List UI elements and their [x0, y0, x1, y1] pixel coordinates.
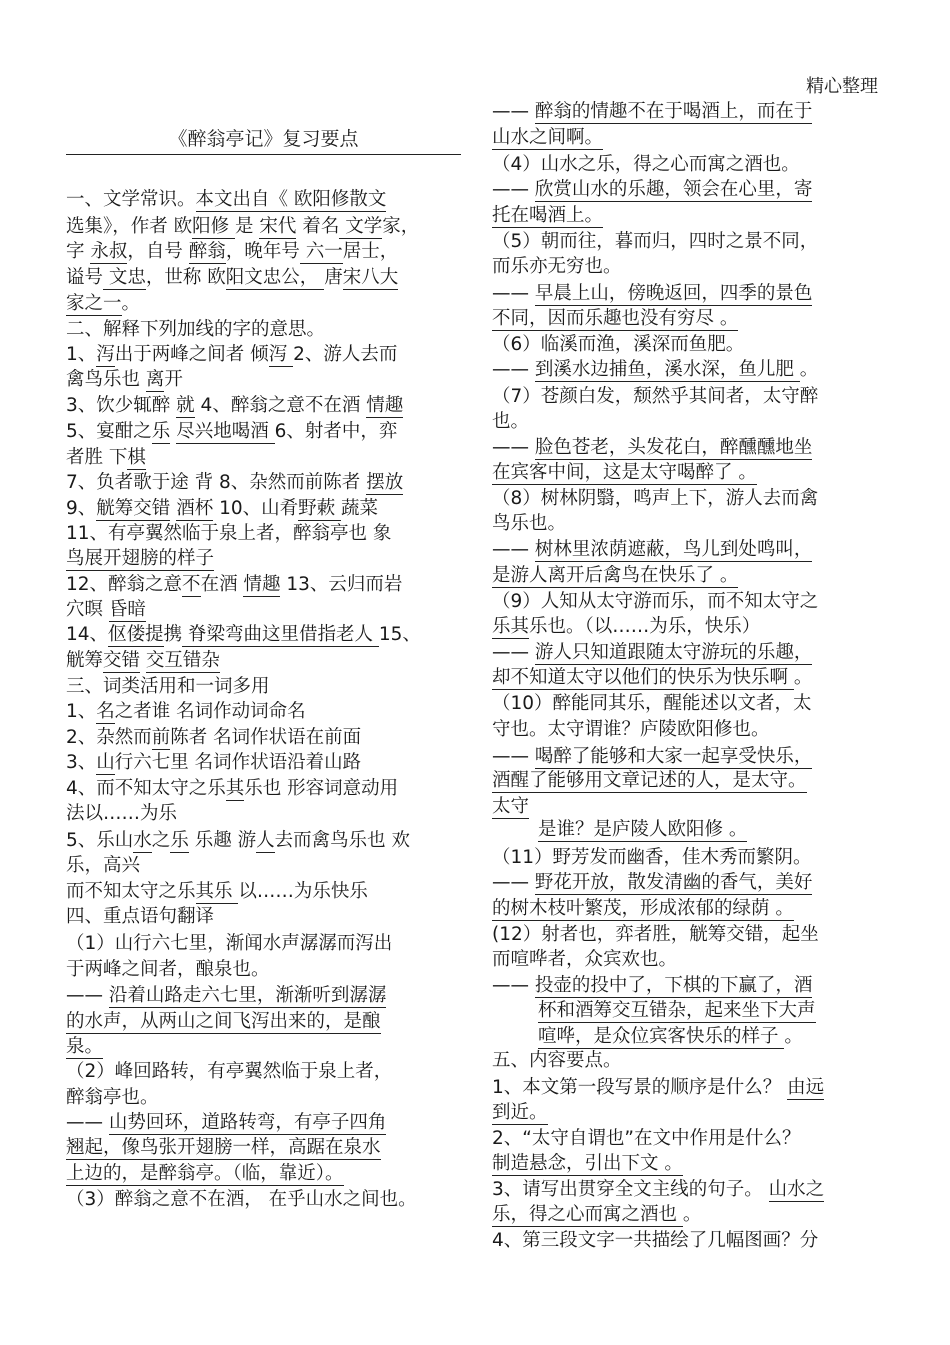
left_lines-text-line: 翘起，像鸟张开翅膀一样，高踞在泉水 [66, 1137, 381, 1158]
left_lines-text-line: 者胜 下棋 [66, 447, 146, 468]
right_lines-text-line: （9）人知从太守游而乐，而不知太守之 [492, 591, 819, 612]
right_lines-text-line: 的树木枝叶繁茂，形成浓郁的绿荫 。 [492, 898, 794, 919]
left_lines-text-line: 1、名之者谁 名词作动词命名 [66, 701, 306, 722]
right_lines-text-line: （8）树林阴翳，鸣声上下，游人去而禽 [492, 488, 819, 509]
right_lines-text-line: 制造悬念，引出下文 。 [492, 1153, 683, 1174]
right_lines-text-line: —— 脸色苍老，头发花白，醉醺醺地坐 [492, 437, 813, 458]
right_lines-text-line: （4）山水之乐，得之心而寓之酒也。 [492, 154, 800, 175]
left_lines-text-line: （2）峰回路转，有亭翼然临于泉上者， [66, 1061, 393, 1082]
right_lines-text-line: 而喧哗者，众宾欢也。 [492, 949, 678, 970]
page-header-label: 精心整理 [806, 76, 878, 97]
right_lines-text-line: 是谁？是庐陵人欧阳修 。 [538, 819, 748, 840]
right_lines-text-line: —— 醉翁的情趣不在于喝酒上，而在于 [492, 101, 813, 122]
left_lines-text-line: 选集》，作者 欧阳修 是 宋代 着名 文学家， [66, 216, 420, 237]
left_lines-text-line: 2、杂然而前陈者 名词作状语在前面 [66, 727, 362, 748]
right_lines-text-line: —— 到溪水边捕鱼，溪水深，鱼儿肥 。 [492, 359, 819, 380]
right_lines-text-line: —— 游人只知道跟随太守游玩的乐趣， [492, 642, 813, 663]
left_lines-text-line: 二、解释下列加线的字的意思。 [66, 319, 326, 340]
left_lines-text-line: 7、负者歌于途 背 8、杂然而前陈者 摆放 [66, 472, 404, 493]
left_lines-text-line: 一、文学常识。本文出自《 欧阳修散文 [66, 189, 387, 210]
right_lines-text-line: 山水之间啊。 [492, 127, 604, 148]
right_lines-text-line: （6）临溪而渔，溪深而鱼肥。 [492, 334, 745, 355]
right_lines-text-line: 五、内容要点。 [492, 1050, 622, 1071]
right_lines-text-line: 托在喝酒上。 [492, 205, 604, 226]
right_lines-text-line: 鸟乐也。 [492, 513, 567, 534]
right_lines-text-line: 喧哗，是众位宾客快乐的样子 。 [538, 1026, 803, 1047]
left_lines-text-line: 三、词类活用和一词多用 [66, 676, 270, 697]
right_lines-text-line: 杯和酒筹交互错杂，起来坐下大声 [538, 1000, 816, 1021]
left_lines-text-line: 谥号 文忠，世称 欧阳文忠公， 唐宋八大 [66, 267, 399, 288]
right_lines-text-line: 3、请写出贯穿全文主线的句子。 山水之 [492, 1179, 825, 1200]
left_lines-text-line: 5、宴酣之乐 尽兴地喝酒 6、射者中，弈 [66, 421, 398, 442]
right_lines-text-line: （11）野芳发而幽香，佳木秀而繁阴。 [492, 847, 812, 868]
left_lines-text-line: 5、乐山水之乐 乐趣 游人去而禽鸟乐也 欢 [66, 830, 410, 851]
right_lines-text-line: 酒醒了能够用文章记述的人，是太守。 [492, 770, 807, 791]
left_lines-text-line: 法以……为乐 [66, 803, 178, 824]
left_lines-text-line: 11、有亭翼然临于泉上者，醉翁亭也 象 [66, 523, 392, 544]
right_lines-text-line: 守也。太守谓谁？庐陵欧阳修也。 [492, 719, 770, 740]
right_lines-text-line: 也。 [492, 411, 530, 432]
left_lines-text-line: 3、山行六七里 名词作状语沿着山路 [66, 752, 362, 773]
left_lines-text-line: 字 永叔，自号 醉翁，晚年号 六一居士， [66, 241, 399, 262]
left_lines-text-line: （1）山行六七里，渐闻水声潺潺而泻出 [66, 933, 393, 954]
left_lines-text-line: 14、伛偻提携 脊梁弯曲这里借指老人 15、 [66, 624, 421, 645]
right_lines-text-line: 乐，得之心而寓之酒也 。 [492, 1204, 702, 1225]
left_lines-text-line: 3、饮少辄醉 就 4、醉翁之意不在酒 情趣 [66, 395, 404, 416]
right_lines-text-line: —— 欣赏山水的乐趣，领会在心里，寄 [492, 179, 813, 200]
right_lines-text-line: 而乐亦无穷也。 [492, 256, 622, 277]
left_lines-text-line: 穴暝 昏暗 [66, 599, 146, 620]
left_lines-text-line: 而不知太守之乐其乐 以……为乐快乐 [66, 881, 368, 902]
left_lines-text-line: 1、泻出于两峰之间者 倾泻 2、游人去而 [66, 344, 398, 365]
right_lines-text-line: —— 早晨上山，傍晚返回，四季的景色 [492, 283, 813, 304]
right_lines-text-line: 太守 [492, 796, 530, 817]
right_lines-text-line: （7）苍颜白发，颓然乎其间者，太守醉 [492, 386, 819, 407]
right_lines-text-line: 不同，因而乐趣也没有穷尽 。 [492, 308, 739, 329]
left_lines-text-line: 觥筹交错 交互错杂 [66, 650, 220, 671]
left_lines-text-line: 醉翁亭也。 [66, 1087, 159, 1108]
left_lines-text-line: 于两峰之间者，酿泉也。 [66, 959, 270, 980]
left_lines-text-line: 乐，高兴 [66, 855, 141, 876]
right_lines-text-line: —— 树林里浓荫遮蔽，鸟儿到处鸣叫， [492, 539, 813, 560]
right_lines-text-line: 4、第三段文字一共描绘了几幅图画？分 [492, 1230, 819, 1251]
right_lines-text-line: （10）醉能同其乐，醒能述以文者，太 [492, 693, 812, 714]
left_lines-text-line: —— 沿着山路走六七里，渐渐听到潺潺 [66, 985, 387, 1006]
left_lines-text-line: 上边的，是醉翁亭。（临，靠近）。 [66, 1163, 344, 1184]
left_lines-text-line: 的水声，从两山之间飞泻出来的，是酿 [66, 1011, 381, 1032]
right_lines-text-line: —— 野花开放，散发清幽的香气，美好 [492, 872, 813, 893]
right_lines-text-line: 乐其乐也。（以……为乐，快乐） [492, 616, 761, 637]
right_lines-text-line: 是游人离开后禽鸟在快乐了 。 [492, 565, 739, 586]
document-title: 《醉翁亭记》复习要点 [168, 128, 359, 150]
right_lines-text-line: (12）射者也，弈者胜，觥筹交错，起坐 [492, 924, 819, 945]
right_lines-text-line: 2、“太守自谓也”在文中作用是什么？ [492, 1128, 801, 1149]
left_lines-text-line: 四、重点语句翻译 [66, 906, 215, 927]
left_lines-text-line: （3）醉翁之意不在酒， 在乎山水之间也。 [66, 1189, 417, 1210]
left_lines-text-line: 鸟展开翅膀的样子 [66, 548, 215, 569]
right_lines-text-line: 1、本文第一段写景的顺序是什么？ 由远 [492, 1077, 825, 1098]
right_lines-text-line: —— 投壶的投中了，下棋的下赢了，酒 [492, 975, 813, 996]
right_lines-text-line: 在宾客中间，这是太守喝醉了 。 [492, 462, 757, 483]
left_lines-text-line: 9、觥筹交错 酒杯 10、山肴野蔌 蔬菜 [66, 498, 379, 519]
right_lines-text-line: （5）朝而往，暮而归，四时之景不同， [492, 231, 819, 252]
right_lines-text-line: —— 喝醉了能够和大家一起享受快乐， [492, 746, 813, 767]
left_lines-text-line: 泉。 [66, 1036, 104, 1057]
left_lines-text-line: —— 山势回环，道路转弯，有亭子四角 [66, 1112, 387, 1133]
left_lines-text-line: 禽鸟乐也 离开 [66, 369, 183, 390]
left_lines-text-line: 4、而不知太守之乐其乐也 形容词意动用 [66, 778, 399, 799]
right_lines-text-line: 到近。 [492, 1102, 548, 1123]
left_lines-text-line: 家之一。 [66, 293, 141, 314]
title-rule [66, 154, 461, 155]
left_lines-text-line: 12、醉翁之意不在酒 情趣 13、云归而岩 [66, 574, 403, 595]
right_lines-text-line: 却不知道太守以他们的快乐为快乐啊 。 [492, 667, 813, 688]
